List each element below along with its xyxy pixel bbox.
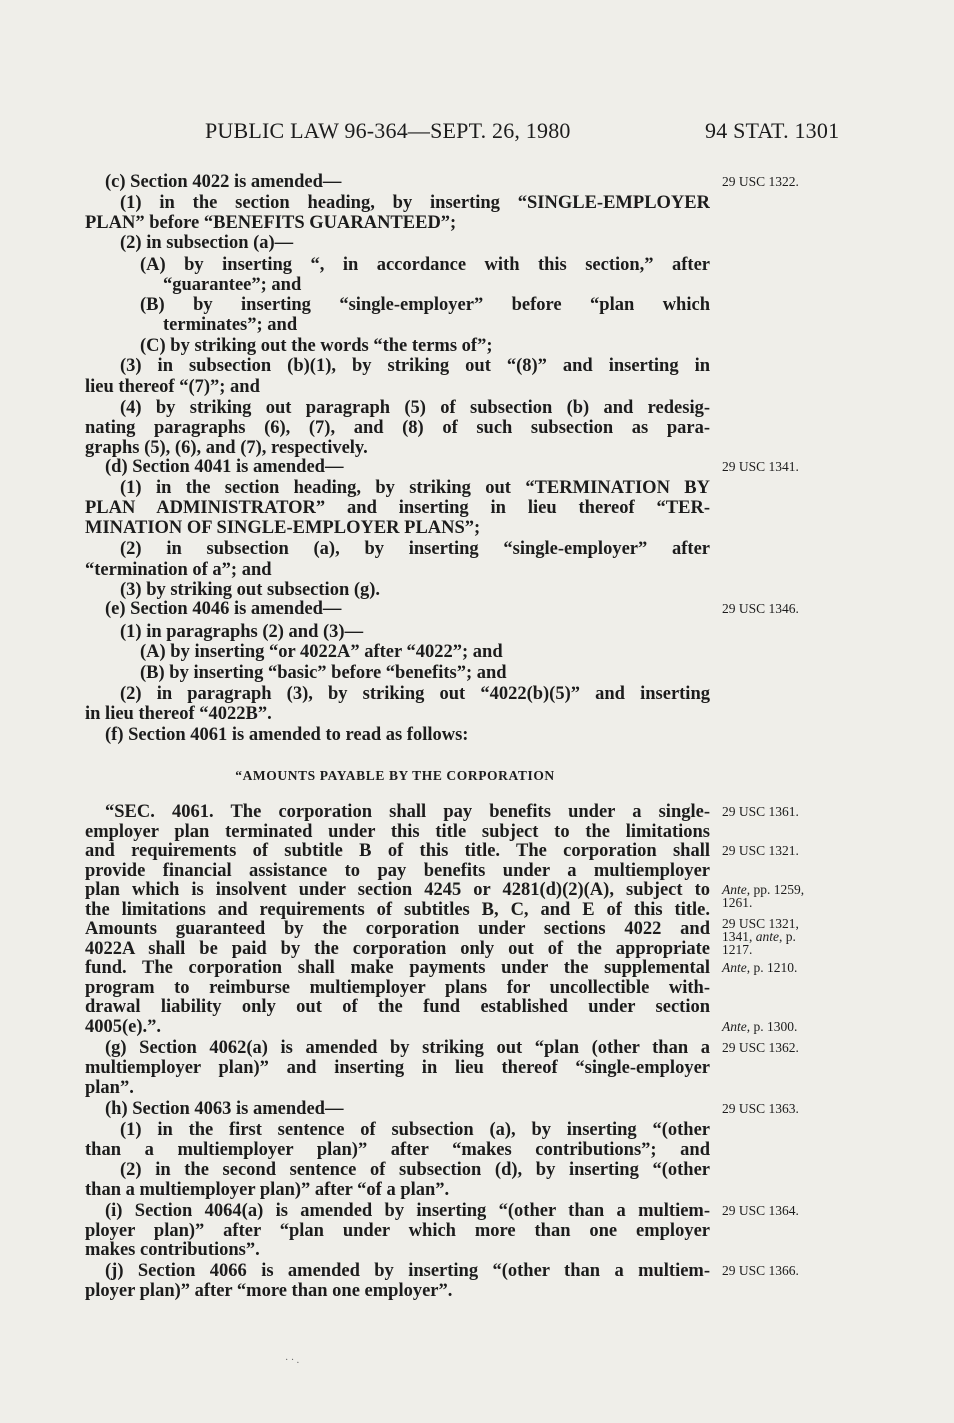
margin-citation: 29 USC 1361. bbox=[722, 804, 799, 819]
text-line: (g) Section 4062(a) is amended by striking out “plan (other than a bbox=[105, 1038, 710, 1058]
text-line: “SEC. 4061. The corporation shall pay benefits under a single- bbox=[105, 802, 710, 822]
text-line: MINATION OF SINGLE-EMPLOYER PLANS”; bbox=[85, 518, 481, 538]
page-header-title: PUBLIC LAW 96-364—SEPT. 26, 1980 bbox=[205, 118, 571, 143]
text-line: “termination of a”; and bbox=[85, 560, 272, 580]
text-line: drawal liability only out of the fund established under section bbox=[85, 997, 710, 1017]
text-line: Amounts guaranteed by the corporation under sections 4022 and bbox=[85, 919, 710, 939]
margin-citation: 29 USC 1346. bbox=[722, 601, 799, 616]
text-line: (j) Section 4066 is amended by inserting “(other than a multiem- bbox=[105, 1261, 710, 1281]
text-line: ployer plan)” after “plan under which more than one employer bbox=[85, 1221, 710, 1241]
text-line: (1) in the first sentence of subsection (a), by inserting “(other bbox=[120, 1120, 710, 1140]
text-line: graphs (5), (6), and (7), respectively. bbox=[85, 438, 368, 458]
text-line: PLAN” before “BENEFITS GUARANTEED”; bbox=[85, 213, 457, 233]
margin-citation: 29 USC 1362. bbox=[722, 1040, 799, 1055]
text-line: (4) by striking out paragraph (5) of subsection (b) and redesig- bbox=[120, 398, 710, 418]
text-line: PLAN ADMINISTRATOR” and inserting in lieu thereof “TER- bbox=[85, 498, 710, 518]
text-line: program to reimburse multiemployer plans for uncollectible with- bbox=[85, 978, 710, 998]
scan-speck: · · . bbox=[285, 1355, 300, 1366]
text-line: “guarantee”; and bbox=[163, 275, 302, 295]
text-line: (e) Section 4046 is amended— bbox=[105, 599, 342, 619]
text-line: (h) Section 4063 is amended— bbox=[105, 1099, 344, 1119]
text-line: terminates”; and bbox=[163, 315, 298, 335]
text-line: (2) in the second sentence of subsection (d), by inserting “(other bbox=[120, 1160, 710, 1180]
text-line: (1) in paragraphs (2) and (3)— bbox=[120, 622, 364, 642]
text-line: lieu thereof “(7)”; and bbox=[85, 377, 260, 397]
text-line: (2) in paragraph (3), by striking out “4022(b)(5)” and inserting bbox=[120, 684, 710, 704]
section-heading: “AMOUNTS PAYABLE BY THE CORPORATION bbox=[235, 768, 555, 783]
text-line: 4022A shall be paid by the corporation only out of the appropriate bbox=[85, 939, 710, 959]
text-line: fund. The corporation shall make payments under the supplemental bbox=[85, 958, 710, 978]
margin-citation: 29 USC 1363. bbox=[722, 1101, 799, 1116]
margin-citation: 29 USC 1341. bbox=[722, 459, 799, 474]
margin-citation: 29 USC 1364. bbox=[722, 1203, 799, 1218]
text-line: plan”. bbox=[85, 1078, 134, 1098]
text-line: nating paragraphs (6), (7), and (8) of such subsection as para- bbox=[85, 418, 710, 438]
page-header-stat: 94 STAT. 1301 bbox=[705, 118, 840, 143]
text-line: (2) in subsection (a), by inserting “single-employer” after bbox=[120, 539, 710, 559]
text-line: (f) Section 4061 is amended to read as follows: bbox=[105, 725, 469, 745]
text-line: (B) by inserting “basic” before “benefits”; and bbox=[140, 663, 507, 683]
text-line: makes contributions”. bbox=[85, 1240, 260, 1260]
text-line: than a multiemployer plan)” after “of a plan”. bbox=[85, 1180, 450, 1200]
margin-citation: 29 USC 1321. bbox=[722, 843, 799, 858]
text-line: (2) in subsection (a)— bbox=[120, 233, 294, 253]
text-line: plan which is insolvent under section 4245 or 4281(d)(2)(A), subject to bbox=[85, 880, 710, 900]
text-line: ployer plan)” after “more than one employer”. bbox=[85, 1281, 453, 1301]
text-line: (d) Section 4041 is amended— bbox=[105, 457, 344, 477]
text-line: (c) Section 4022 is amended— bbox=[105, 172, 342, 192]
text-line: than a multiemployer plan)” after “makes contributions”; and bbox=[85, 1140, 710, 1160]
text-line: (A) by inserting “, in accordance with this section,” after bbox=[140, 255, 710, 275]
text-line: multiemployer plan)” and inserting in lieu thereof “single-employer bbox=[85, 1058, 710, 1078]
text-line: 4005(e).”. bbox=[85, 1017, 162, 1037]
text-line: (i) Section 4064(a) is amended by inserting “(other than a multiem- bbox=[105, 1201, 710, 1221]
margin-citation: 29 USC 1321, 1341, ante, p. 1217. bbox=[722, 916, 799, 957]
margin-citation: Ante, pp. 1259, 1261. bbox=[722, 882, 805, 910]
text-line: (A) by inserting “or 4022A” after “4022”; and bbox=[140, 642, 503, 662]
margin-citation: 29 USC 1366. bbox=[722, 1263, 799, 1278]
text-line: (3) by striking out subsection (g). bbox=[120, 580, 381, 600]
text-line: (3) in subsection (b)(1), by striking out “(8)” and inserting in bbox=[120, 356, 710, 376]
text-line: (1) in the section heading, by inserting “SINGLE-EMPLOYER bbox=[120, 193, 710, 213]
text-line: in lieu thereof “4022B”. bbox=[85, 704, 272, 724]
text-line: employer plan terminated under this title subject to the limitations bbox=[85, 822, 710, 842]
margin-citation: Ante, p. 1210. bbox=[722, 960, 798, 975]
text-line: (1) in the section heading, by striking out “TERMINATION BY bbox=[120, 478, 710, 498]
text-line: and requirements of subtitle B of this title. The corporation shall bbox=[85, 841, 710, 861]
text-line: (B) by inserting “single-employer” before “plan which bbox=[140, 295, 710, 315]
margin-citation: 29 USC 1322. bbox=[722, 174, 799, 189]
text-line: (C) by striking out the words “the terms of”; bbox=[140, 336, 493, 356]
margin-citation: Ante, p. 1300. bbox=[722, 1019, 798, 1034]
text-line: the limitations and requirements of subtitles B, C, and E of this title. bbox=[85, 900, 710, 920]
text-line: provide financial assistance to pay benefits under a multiemployer bbox=[85, 861, 710, 881]
